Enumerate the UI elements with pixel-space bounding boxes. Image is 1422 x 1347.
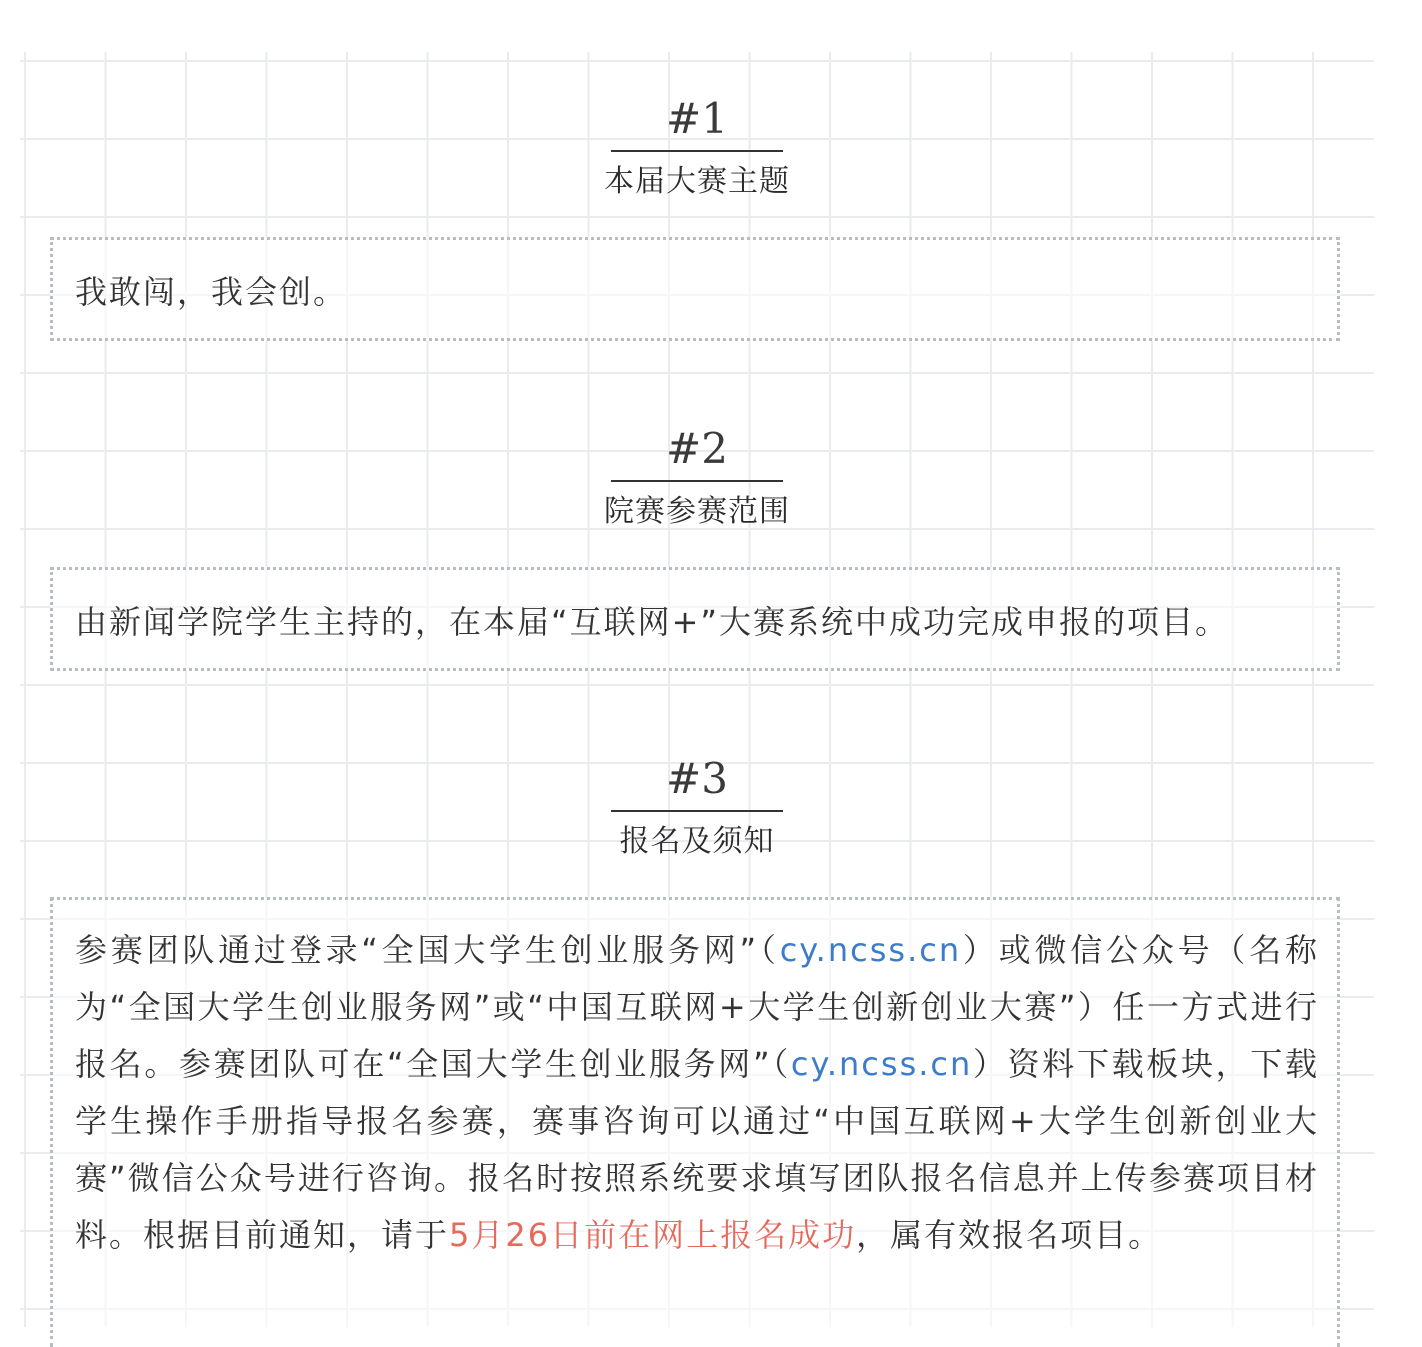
section-3-text-1: 参赛团队通过登录“全国大学生创业服务网”（ bbox=[75, 931, 780, 969]
section-3-text-4: ，属有效报名项目。 bbox=[856, 1216, 1163, 1254]
section-2-number: #2 bbox=[611, 424, 783, 482]
website-link-2[interactable]: cy.ncss.cn bbox=[790, 1045, 973, 1083]
section-3-text-3: ）资料下载板块，下载学生操作手册指导报名参赛，赛事咨询可以通过“中国互联网+大学生创新创业大赛”微信公众号进行咨询。报名时按照系统要求填写团队报名信息并上传参赛项目材料。根据目前通知，请于 bbox=[75, 1045, 1319, 1254]
section-2-body: 由新闻学院学生主持的，在本届“互联网+”大赛系统中成功完成申报的项目。 bbox=[75, 603, 1229, 641]
section-2-header bbox=[20, 424, 1374, 532]
section-1-number: #1 bbox=[611, 94, 783, 152]
section-1-header bbox=[20, 94, 1374, 202]
section-3-body bbox=[75, 922, 1319, 1264]
section-3-number: #3 bbox=[611, 754, 783, 812]
section-1-box bbox=[50, 237, 1340, 341]
section-2-title: 院赛参赛范围 bbox=[604, 494, 790, 529]
section-3-header bbox=[20, 754, 1374, 862]
section-1-body: 我敢闯，我会创。 bbox=[75, 273, 348, 311]
section-1-title: 本届大赛主题 bbox=[604, 164, 790, 199]
section-3-title: 报名及须知 bbox=[619, 824, 775, 859]
section-2-box bbox=[50, 567, 1340, 671]
website-link-1[interactable]: cy.ncss.cn bbox=[779, 931, 962, 969]
section-3-box bbox=[50, 897, 1340, 1347]
deadline-highlight: 5月26日前在网上报名成功 bbox=[449, 1216, 857, 1254]
section-3-text-2: ）或微信公众号（名称为“全国大学生创业服务网”或“中国互联网+大学生创新创业大赛”）任一方式进行报名。参赛团队可在“全国大学生创业服务网”（ bbox=[75, 931, 1319, 1083]
